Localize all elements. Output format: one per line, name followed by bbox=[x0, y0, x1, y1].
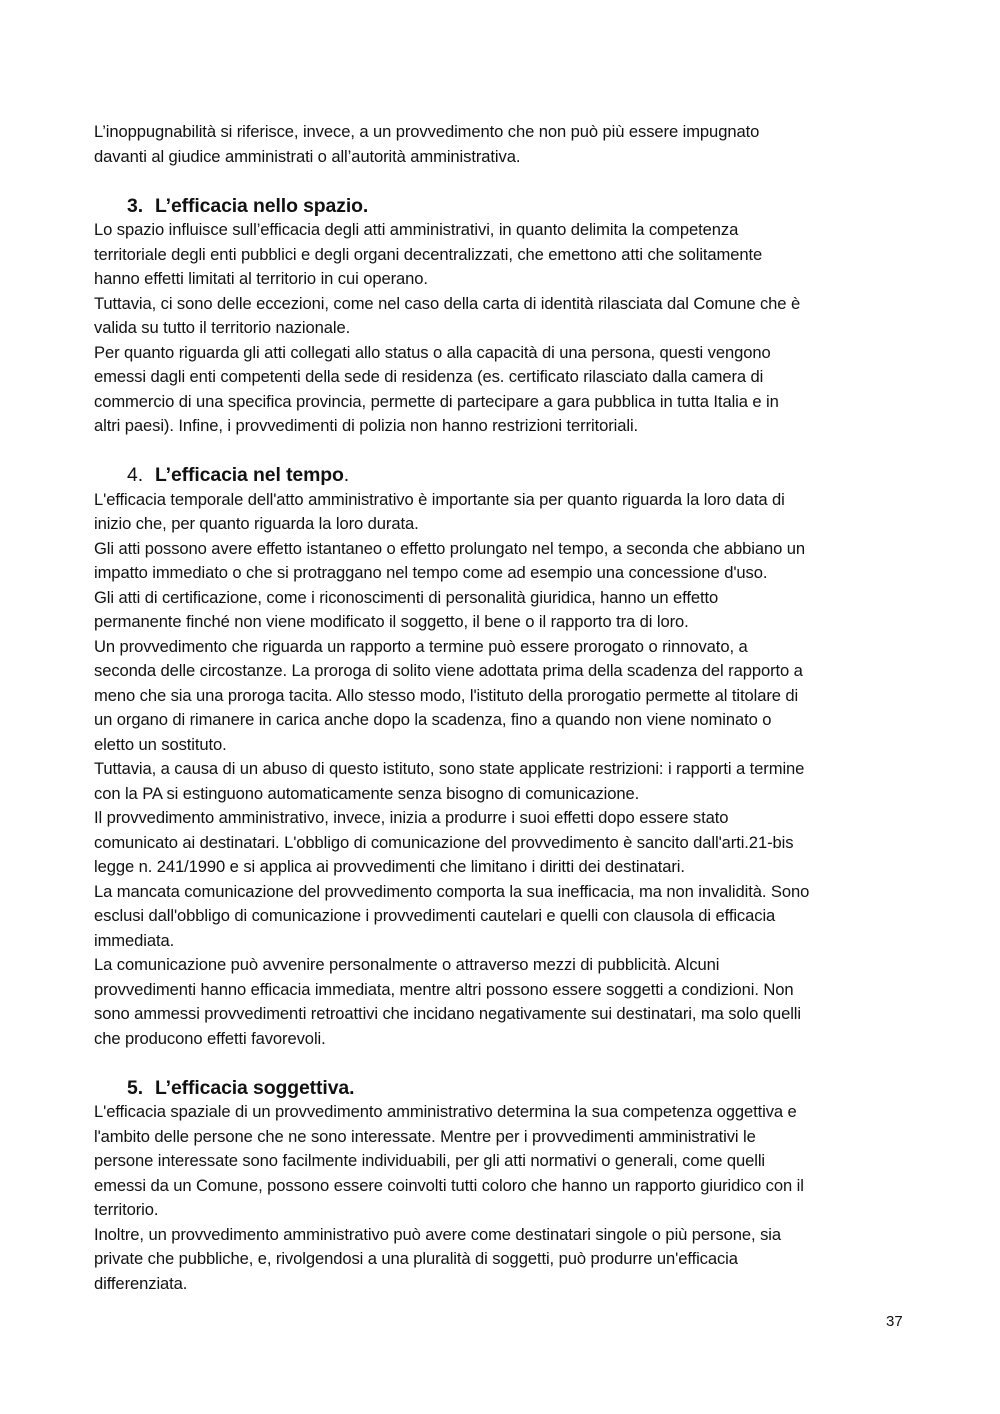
section-4-paragraph bbox=[94, 880, 906, 954]
text-line: L'efficacia temporale dell'atto amministrativo è importante sia per quanto riguarda la loro data di bbox=[94, 489, 785, 509]
text-line: Gli atti possono avere effetto istantaneo o effetto prolungato nel tempo, a seconda che abbiano un bbox=[94, 538, 806, 558]
section-4-paragraph bbox=[94, 586, 906, 635]
section-title-suffix: . bbox=[343, 464, 350, 486]
text-line: legge n. 241/1990 e si applica ai provvedimenti che limitano i diritti dei destinatari. bbox=[94, 857, 685, 876]
text-line: inizio che, per quanto riguarda la loro durata. bbox=[94, 514, 419, 533]
intro-line: L’inoppugnabilità si riferisce, invece, a un provvedimento che non può più essere impugnato bbox=[94, 122, 760, 141]
text-line: provvedimenti hanno efficacia immediata, mentre altri possono essere soggetti a condizioni. Non bbox=[94, 979, 794, 999]
section-4-paragraph bbox=[94, 757, 906, 806]
section-4-paragraph bbox=[94, 953, 906, 1051]
text-line: Per quanto riguarda gli atti collegati allo status o alla capacità di una persona, questi vengono bbox=[94, 342, 771, 362]
text-line: emessi dagli enti competenti della sede di residenza (es. certificato rilasciato dalla camera di bbox=[94, 367, 764, 386]
text-line: impatto immediato o che si protraggano nel tempo come ad esempio una concessione d'uso. bbox=[94, 563, 768, 582]
text-line: Inoltre, un provvedimento amministrativo può avere come destinatari singole o più persone, sia bbox=[94, 1224, 781, 1244]
section-number: 4. bbox=[127, 464, 143, 486]
text-line: seconda delle circostanze. La proroga di solito viene adottata prima della scadenza del rapporto a bbox=[94, 661, 803, 680]
section-title: L’efficacia soggettiva. bbox=[155, 1076, 355, 1099]
text-line: Gli atti di certificazione, come i riconoscimenti di personalità giuridica, hanno un effetto bbox=[94, 587, 719, 607]
section-4-paragraph bbox=[94, 635, 906, 758]
section-number: 5. bbox=[127, 1076, 143, 1099]
text-line: Lo spazio influisce sull’efficacia degli atti amministrativi, in quanto delimita la competenza bbox=[94, 220, 739, 239]
section-4-paragraph bbox=[94, 488, 906, 537]
blank-line bbox=[94, 1051, 906, 1076]
text-line: La mancata comunicazione del provvedimento comporta la sua inefficacia, ma non invalidità. Sono bbox=[94, 881, 810, 901]
section-title: L’efficacia nello spazio. bbox=[155, 194, 369, 217]
page-number: 37 bbox=[886, 1313, 903, 1330]
section-5-heading bbox=[94, 1076, 906, 1101]
text-line: valida su tutto il territorio nazionale. bbox=[94, 318, 351, 337]
section-number: 3. bbox=[127, 194, 143, 217]
document-body bbox=[94, 120, 906, 1296]
text-line: sono ammessi provvedimenti retroattivi che incidano negativamente sui destinatari, ma solo quelli bbox=[94, 1004, 801, 1023]
section-3-paragraph bbox=[94, 218, 906, 292]
text-line: permanente finché non viene modificato il soggetto, il bene o il rapporto tra di loro. bbox=[94, 612, 689, 631]
text-line: persone interessate sono facilmente individuabili, per gli atti normativi o generali, come quelli bbox=[94, 1151, 766, 1170]
section-title: L’efficacia nel tempo bbox=[155, 464, 344, 486]
text-line: territorio. bbox=[94, 1200, 159, 1219]
text-line: l'ambito delle persone che ne sono interessate. Mentre per i provvedimenti amministrativi le bbox=[94, 1126, 756, 1146]
text-line: Tuttavia, ci sono delle eccezioni, come nel caso della carta di identità rilasciata dal Comune che è bbox=[94, 293, 801, 313]
section-3-heading bbox=[94, 194, 906, 219]
intro-line: davanti al giudice amministrati o all’autorità amministrativa. bbox=[94, 146, 521, 166]
text-line: eletto un sostituto. bbox=[94, 734, 227, 754]
text-line: Tuttavia, a causa di un abuso di questo istituto, sono state applicate restrizioni: i rapporti a termine bbox=[94, 759, 805, 778]
section-5-paragraph bbox=[94, 1223, 906, 1297]
section-5-paragraph bbox=[94, 1100, 906, 1223]
text-line: territoriale degli enti pubblici e degli organi decentralizzati, che emettono atti che solitamente bbox=[94, 244, 763, 264]
text-line: meno che sia una proroga tacita. Allo stesso modo, l'istituto della prorogatio permette al titolare di bbox=[94, 685, 799, 705]
text-line: La comunicazione può avvenire personalmente o attraverso mezzi di pubblicità. Alcuni bbox=[94, 955, 720, 974]
section-4-paragraph bbox=[94, 537, 906, 586]
text-line: Il provvedimento amministrativo, invece, inizia a produrre i suoi effetti dopo essere stato bbox=[94, 808, 729, 827]
text-line: un organo di rimanere in carica anche dopo la scadenza, fino a quando non viene nominato o bbox=[94, 710, 772, 729]
text-line: con la PA si estinguono automaticamente senza bisogno di comunicazione. bbox=[94, 783, 640, 803]
intro-paragraph bbox=[94, 120, 906, 169]
section-4-paragraph bbox=[94, 806, 906, 880]
section-4-heading bbox=[94, 463, 906, 488]
blank-line bbox=[94, 439, 906, 464]
text-line: Un provvedimento che riguarda un rapporto a termine può essere prorogato o rinnovato, a bbox=[94, 636, 748, 656]
text-line: comunicato ai destinatari. L'obbligo di comunicazione del provvedimento è sancito dall'arti.21-bis bbox=[94, 832, 794, 852]
text-line: che producono effetti favorevoli. bbox=[94, 1028, 326, 1048]
blank-line bbox=[94, 169, 906, 194]
text-line: differenziata. bbox=[94, 1273, 188, 1293]
section-3-paragraph bbox=[94, 341, 906, 439]
text-line: L'efficacia spaziale di un provvedimento amministrativo determina la sua competenza oggettiva e bbox=[94, 1102, 797, 1121]
text-line: hanno effetti limitati al territorio in cui operano. bbox=[94, 269, 428, 288]
text-line: private che pubbliche, e, rivolgendosi a una pluralità di soggetti, può produrre un'efficacia bbox=[94, 1249, 738, 1268]
text-line: altri paesi). Infine, i provvedimenti di polizia non hanno restrizioni territoriali. bbox=[94, 416, 639, 435]
text-line: esclusi dall'obbligo di comunicazione i provvedimenti cautelari e quelli con clausola di efficacia bbox=[94, 906, 776, 925]
section-3-paragraph bbox=[94, 292, 906, 341]
text-line: immediata. bbox=[94, 930, 175, 950]
text-line: commercio di una specifica provincia, permette di partecipare a gara pubblica in tutta Italia e in bbox=[94, 391, 779, 411]
text-line: emessi da un Comune, possono essere coinvolti tutti coloro che hanno un rapporto giuridico con il bbox=[94, 1175, 804, 1195]
